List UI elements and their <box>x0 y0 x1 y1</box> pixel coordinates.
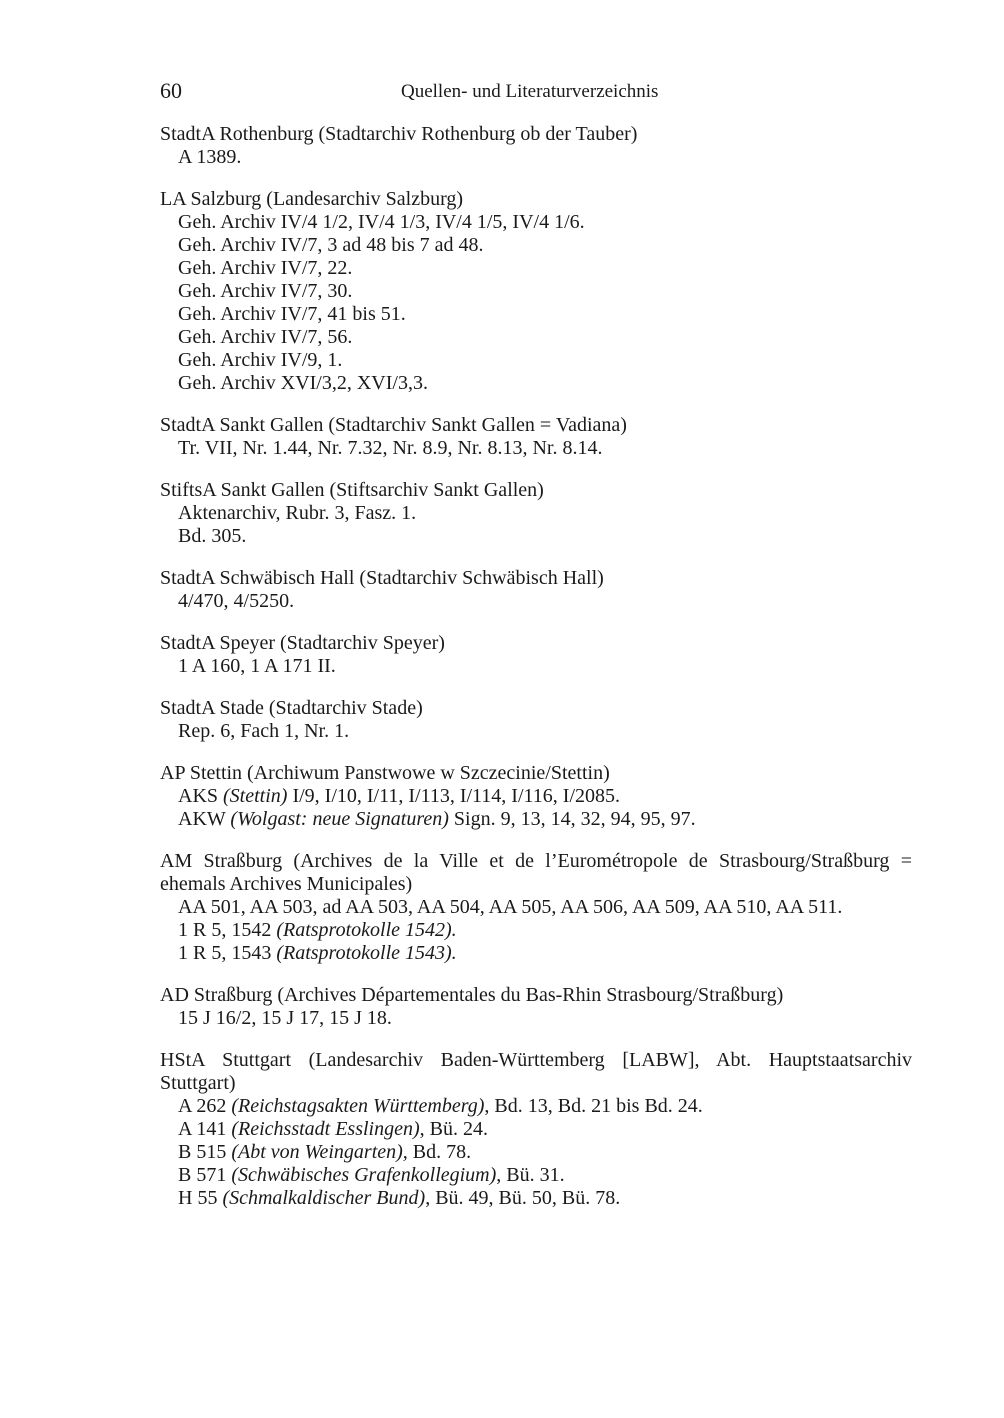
signature-text: H 55 <box>178 1187 223 1209</box>
signature-line <box>160 502 912 525</box>
signature-text: 1 R 5, 1543 <box>178 942 277 964</box>
signature-line <box>160 525 912 548</box>
archive-heading: AP Stettin (Archiwum Panstwowe w Szczecinie/Stettin) <box>160 762 610 784</box>
archive-heading: StadtA Sankt Gallen (Stadtarchiv Sankt Gallen = Vadiana) <box>160 414 627 436</box>
signature-line <box>160 349 912 372</box>
signature-text: AKS <box>178 785 224 807</box>
signature-text: Bd. 305. <box>178 525 247 547</box>
signature-text: 15 J 16/2, 15 J 17, 15 J 18. <box>178 1007 392 1029</box>
signature-text: Aktenarchiv, Rubr. 3, Fasz. 1. <box>178 502 417 524</box>
italic-note: (Ratsprotokolle 1542). <box>276 919 457 941</box>
italic-note: (Ratsprotokolle 1543). <box>276 942 457 964</box>
archive-entry <box>160 762 912 831</box>
signature-line <box>160 1187 912 1210</box>
signature-text: , Bd. 13, Bd. 21 bis Bd. 24. <box>484 1095 703 1117</box>
signature-line <box>160 1118 912 1141</box>
archive-entry <box>160 850 912 965</box>
signature-line <box>160 590 912 613</box>
signature-text: Geh. Archiv IV/7, 3 ad 48 bis 7 ad 48. <box>178 234 484 256</box>
archive-entry <box>160 632 912 678</box>
italic-note: (Stettin) <box>223 785 288 807</box>
archive-heading: StadtA Rothenburg (Stadtarchiv Rothenburg ob der Tauber) <box>160 123 638 145</box>
archive-entry <box>160 123 912 169</box>
signature-line <box>160 1007 912 1030</box>
signature-text: 1 A 160, 1 A 171 II. <box>178 655 336 677</box>
signature-text: Geh. Archiv IV/7, 30. <box>178 280 353 302</box>
signature-text: AA 501, AA 503, ad AA 503, AA 504, AA 505, AA 506, AA 509, AA 510, AA 511. <box>178 896 843 918</box>
signature-line <box>160 146 912 169</box>
signature-text: , Bü. 24. <box>419 1118 488 1140</box>
signature-line <box>160 808 912 831</box>
signature-text: Tr. VII, Nr. 1.44, Nr. 7.32, Nr. 8.9, Nr. 8.13, Nr. 8.14. <box>178 437 603 459</box>
italic-note: (Wolgast: neue Signaturen) <box>230 808 449 830</box>
signature-text: , Bü. 31. <box>496 1164 565 1186</box>
archive-heading: HStA Stuttgart (Landesarchiv Baden-Württemberg [LABW], Abt. Hauptstaatsarchiv Stuttgart) <box>160 1049 912 1094</box>
archive-entry <box>160 567 912 613</box>
signature-text: Geh. Archiv IV/7, 41 bis 51. <box>178 303 406 325</box>
signature-line <box>160 655 912 678</box>
archive-source-list <box>160 123 912 1229</box>
signature-line <box>160 303 912 326</box>
signature-text: 1 R 5, 1542 <box>178 919 277 941</box>
signature-line <box>160 919 912 942</box>
signature-line <box>160 1141 912 1164</box>
signature-text: B 571 <box>178 1164 232 1186</box>
signature-text: 4/470, 4/5250. <box>178 590 295 612</box>
signature-line <box>160 1095 912 1118</box>
signature-text: Geh. Archiv XVI/3,2, XVI/3,3. <box>178 372 428 394</box>
signature-text: Geh. Archiv IV/4 1/2, IV/4 1/3, IV/4 1/5, IV/4 1/6. <box>178 211 585 233</box>
signature-text: , Bü. 49, Bü. 50, Bü. 78. <box>425 1187 621 1209</box>
running-title: Quellen- und Literaturverzeichnis <box>401 81 659 102</box>
italic-note: (Schwäbisches Grafenkollegium) <box>231 1164 497 1186</box>
page-number: 60 <box>160 78 182 103</box>
archive-entry <box>160 984 912 1030</box>
signature-text: A 141 <box>178 1118 232 1140</box>
archive-heading: LA Salzburg (Landesarchiv Salzburg) <box>160 188 464 210</box>
italic-note: (Reichsstadt Esslingen) <box>231 1118 420 1140</box>
signature-text: I/9, I/10, I/11, I/113, I/114, I/116, I/2085. <box>287 785 621 807</box>
signature-text: Geh. Archiv IV/7, 56. <box>178 326 353 348</box>
archive-entry <box>160 697 912 743</box>
signature-text: B 515 <box>178 1141 232 1163</box>
signature-line <box>160 896 912 919</box>
archive-entry <box>160 188 912 395</box>
archive-heading: AM Straßburg (Archives de la Ville et de l’Eurométropole de Strasbourg/Straßburg = ehemals Archives Municipales) <box>160 850 912 895</box>
italic-note: (Schmalkaldischer Bund) <box>222 1187 426 1209</box>
archive-entry <box>160 479 912 548</box>
archive-heading: StadtA Stade (Stadtarchiv Stade) <box>160 697 423 719</box>
signature-line <box>160 326 912 349</box>
signature-line <box>160 372 912 395</box>
archive-entry <box>160 414 912 460</box>
signature-text: Rep. 6, Fach 1, Nr. 1. <box>178 720 350 742</box>
archive-heading: AD Straßburg (Archives Départementales du Bas-Rhin Strasbourg/Straßburg) <box>160 984 784 1006</box>
signature-text: Sign. 9, 13, 14, 32, 94, 95, 97. <box>448 808 696 830</box>
italic-note: (Abt von Weingarten), <box>231 1141 408 1163</box>
signature-text: Geh. Archiv IV/9, 1. <box>178 349 343 371</box>
archive-heading: StadtA Speyer (Stadtarchiv Speyer) <box>160 632 445 654</box>
signature-text: A 1389. <box>178 146 242 168</box>
signature-text: Geh. Archiv IV/7, 22. <box>178 257 353 279</box>
signature-line <box>160 720 912 743</box>
signature-line <box>160 280 912 303</box>
signature-line <box>160 257 912 280</box>
signature-line <box>160 437 912 460</box>
signature-text: AKW <box>178 808 231 830</box>
italic-note: (Reichstagsakten Württemberg) <box>231 1095 485 1117</box>
archive-heading: StiftsA Sankt Gallen (Stiftsarchiv Sankt Gallen) <box>160 479 544 501</box>
signature-line <box>160 211 912 234</box>
page-header <box>160 78 910 106</box>
signature-line <box>160 1164 912 1187</box>
signature-line <box>160 785 912 808</box>
signature-line <box>160 942 912 965</box>
signature-line <box>160 234 912 257</box>
archive-heading: StadtA Schwäbisch Hall (Stadtarchiv Schwäbisch Hall) <box>160 567 604 589</box>
signature-text: Bd. 78. <box>407 1141 472 1163</box>
archive-entry <box>160 1049 912 1210</box>
signature-text: A 262 <box>178 1095 232 1117</box>
